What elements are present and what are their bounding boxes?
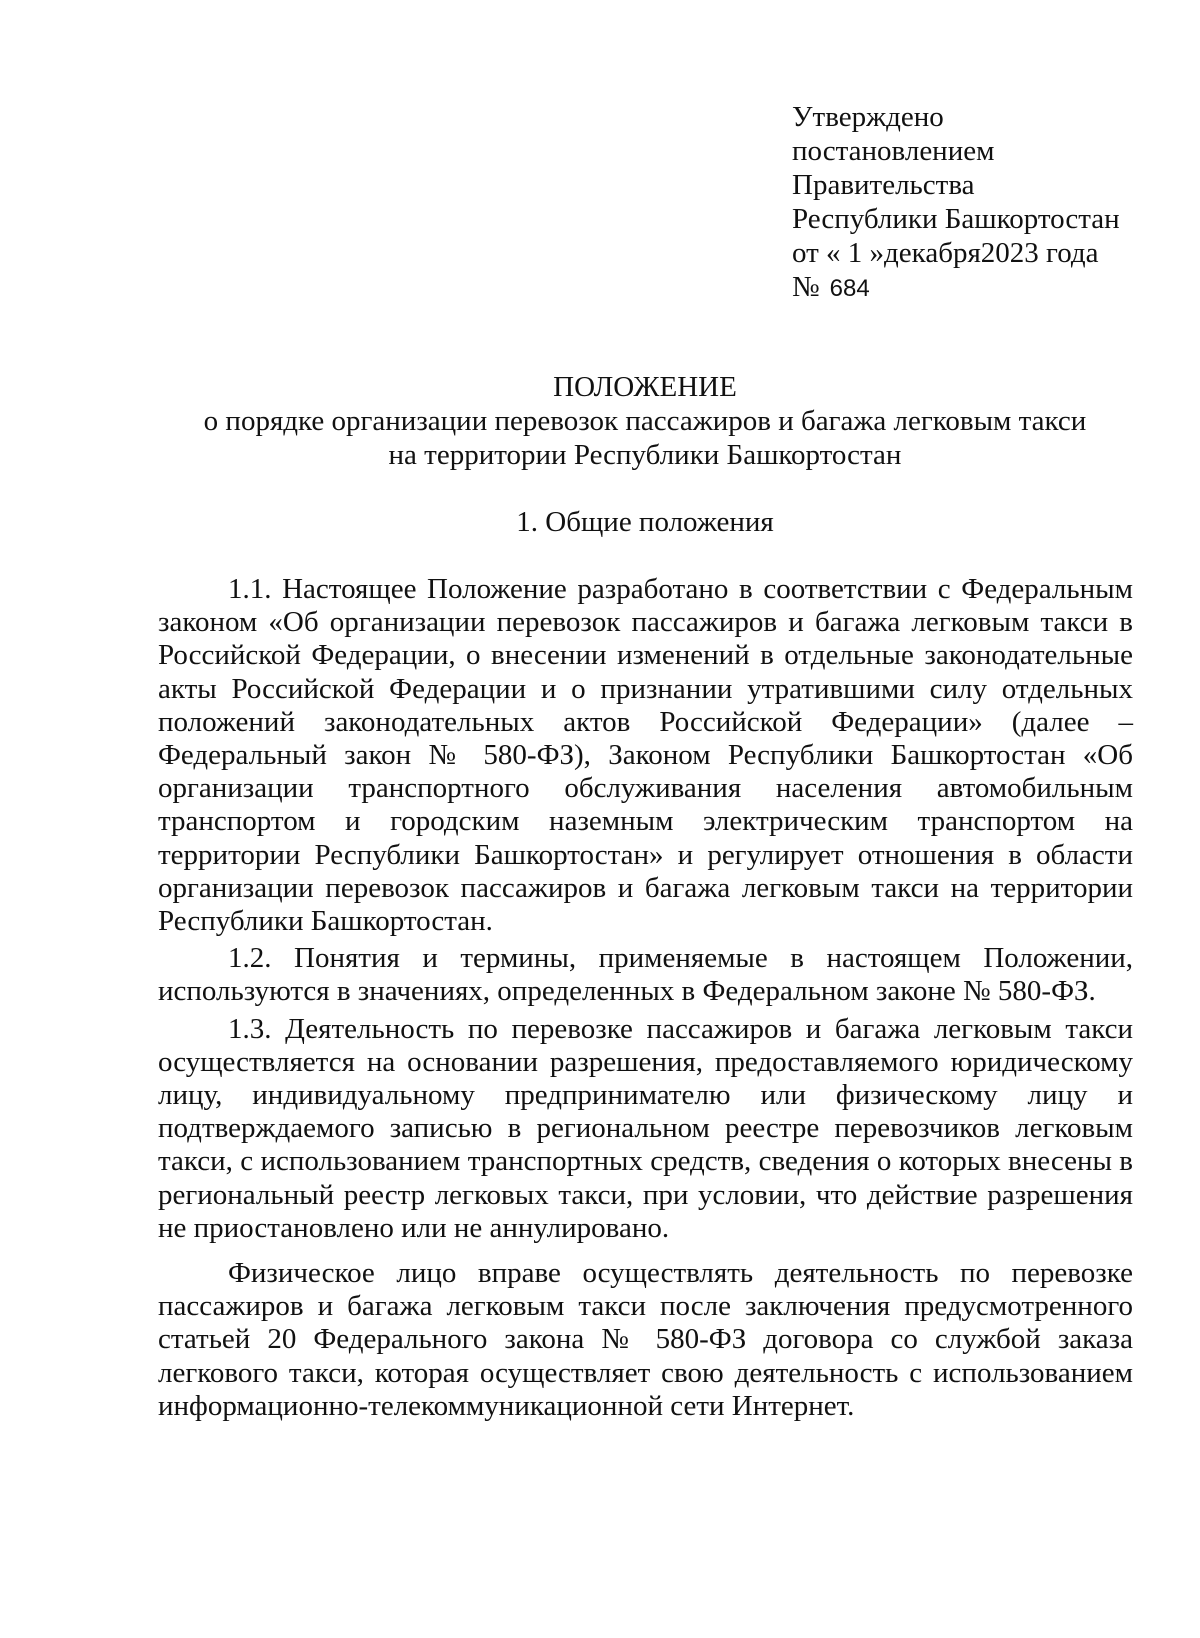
approval-number: [792, 270, 1172, 306]
approval-date: от « 1 »декабря2023 года: [792, 237, 1099, 269]
paragraph-1-3: 1.3. Деятельность по перевозке пассажиров и багажа легковым такси осуществляется на основании разрешения, предоставляемого юридическому лицу, индивидуальному предпринимателю или физическому лицу и подтверждаемого записью в региональном реестре перевозчиков легковым такси, с использованием транспортных средств, сведения о которых внесены в региональный реестр легковых такси, при условии, что действие разрешения не приостановлено или не аннулировано.: [158, 1012, 1133, 1244]
document-subtitle-line-2: на территории Республики Башкортостан: [388, 439, 902, 471]
document-body: [158, 573, 1133, 1423]
approval-number-prefix: №: [792, 271, 820, 303]
paragraph-1-1: 1.1. Настоящее Положение разработано в соответствии с Федеральным законом «Об организации перевозок пассажиров и багажа легковым такси в Российской Федерации, о внесении изменений в отдельные законодательные акты Российской Федерации и о признании утратившими силу отдельных положений законодательных актов Российской Федерации» (далее – Федеральный закон № 580-ФЗ), Законом Республики Башкортостан «Об организации транспортного обслуживания населения автомобильным транспортом и городским наземным электрическим транспортом на территории Республики Башкортостан» и регулирует отношения в области организации перевозок пассажиров и багажа легковым такси на территории Республики Башкортостан.: [158, 573, 1133, 938]
approval-line-approved: Утверждено: [792, 101, 944, 133]
document-title: ПОЛОЖЕНИЕ: [553, 371, 737, 403]
document-title-block: [150, 370, 1140, 472]
approval-line-government: Правительства: [792, 169, 975, 201]
approval-line-resolution: постановлением: [792, 135, 995, 167]
section-heading: 1. Общие положения: [516, 506, 774, 538]
approval-line-republic: Республики Башкортостан: [792, 203, 1120, 235]
approval-number-value: 684: [829, 275, 870, 302]
paragraph-individual: Физическое лицо вправе осуществлять деятельность по перевозке пассажиров и багажа легковым такси после заключения предусмотренного статьей 20 Федерального закона № 580-ФЗ договора со службой заказа легкового такси, которая осуществляет свою деятельность с использованием информационно-телекоммуникационной сети Интернет.: [158, 1257, 1133, 1422]
approval-stamp-block: [792, 100, 1172, 306]
document-subtitle-line-1: о порядке организации перевозок пассажиров и багажа легковым такси: [203, 405, 1087, 437]
paragraph-1-2: 1.2. Понятия и термины, применяемые в настоящем Положении, используются в значениях, определенных в Федеральном законе № 580-ФЗ.: [158, 942, 1133, 1008]
